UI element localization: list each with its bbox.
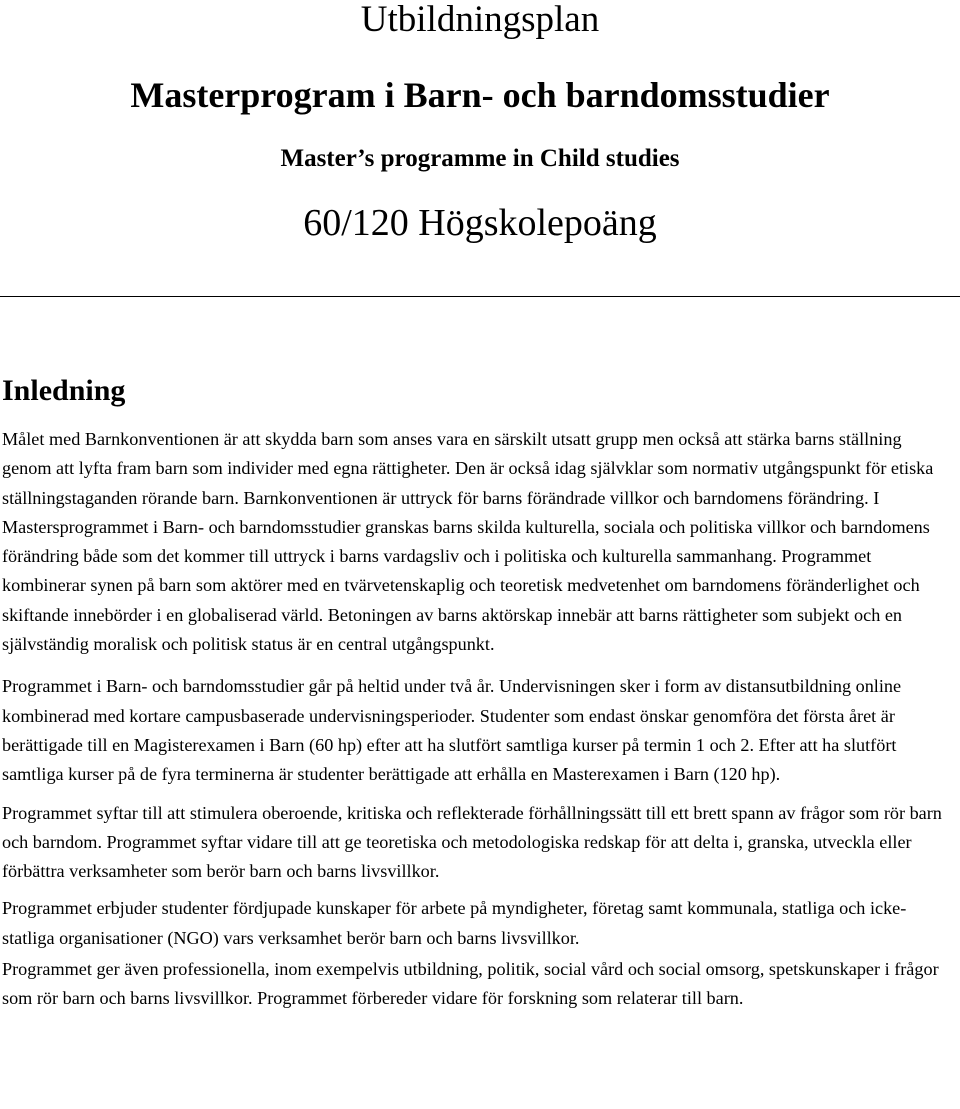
section-body: [2, 425, 950, 1014]
paragraph-program-aims: Programmet syftar till att stimulera oberoende, kritiska och reflekterade förhållningssätt till ett brett spann av frågor som rör barn och barndom. Programmet syftar vidare till att ge teoretiska och metodologiska redskap för att delta i, granska, utveckla eller förbättra verksamheter som berör barn och barns livsvillkor.: [2, 802, 942, 882]
paragraph-professional-development: Programmet ger även professionella, inom exempelvis utbildning, politik, social vård och social omsorg, spetskunskaper i frågor som rör barn och barns livsvillkor. Programmet förbereder vidare för forskning som relaterar till barn.: [2, 959, 939, 1009]
paragraph-introduction: Målet med Barnkonventionen är att skydda barn som anses vara en särskilt utsatt grupp men också att stärka barns ställning genom att lyfta fram barn som individer med egna rättigheter. Den är också idag självklar som normativ utgångspunkt för etiska ställningstaganden rörande barn. Barnkonventionen är uttryck för barns förändrade villkor och barndomens förändring. I Mastersprogrammet i Barn- och barndomsstudier granskas barns skilda kulturella, sociala och politiska villkor och barndomens förändring både som det kommer till uttryck i barns vardagsliv och i politiska och kulturella sammanhang. Programmet kombinerar synen på barn som aktörer med en tvärvetenskaplig och teoretisk medvetenhet om barndomens föränderlighet och skiftande innebörder i en globaliserad värld. Betoningen av barns aktörskap innebär att barns rättigheter som subjekt och en självständig moralisk och politisk status är en central utgångspunkt.: [2, 429, 934, 655]
credits-label: 60/120 Högskolepoäng: [303, 202, 657, 244]
paragraph-program-format: Programmet i Barn- och barndomsstudier går på heltid under två år. Undervisningen sker i form av distansutbildning online kombinerad med kortare campusbaserade undervisningsperioder. Studenter som endast önskar genomföra det första året är berättigade till en Magisterexamen i Barn (60 hp) efter att ha slutfört samtliga kurser på termin 1 och 2. Efter att ha slutfört samtliga kurser på de fyra terminerna är studenter berättigade att erhålla en Masterexamen i Barn (120 hp).: [2, 676, 902, 785]
program-name-swedish: Masterprogram i Barn- och barndomsstudier: [130, 75, 830, 115]
program-name-english: Master’s programme in Child studies: [280, 145, 680, 172]
horizontal-divider: [0, 296, 960, 297]
section-heading: Inledning: [2, 374, 126, 407]
document-title: Utbildningsplan: [360, 0, 600, 40]
paragraph-career-options: Programmet erbjuder studenter fördjupade kunskaper för arbete på myndigheter, företag samt kommunala, statliga och icke-statliga organisationer (NGO) vars verksamhet berör barn och barns livsvillkor.: [2, 898, 907, 948]
